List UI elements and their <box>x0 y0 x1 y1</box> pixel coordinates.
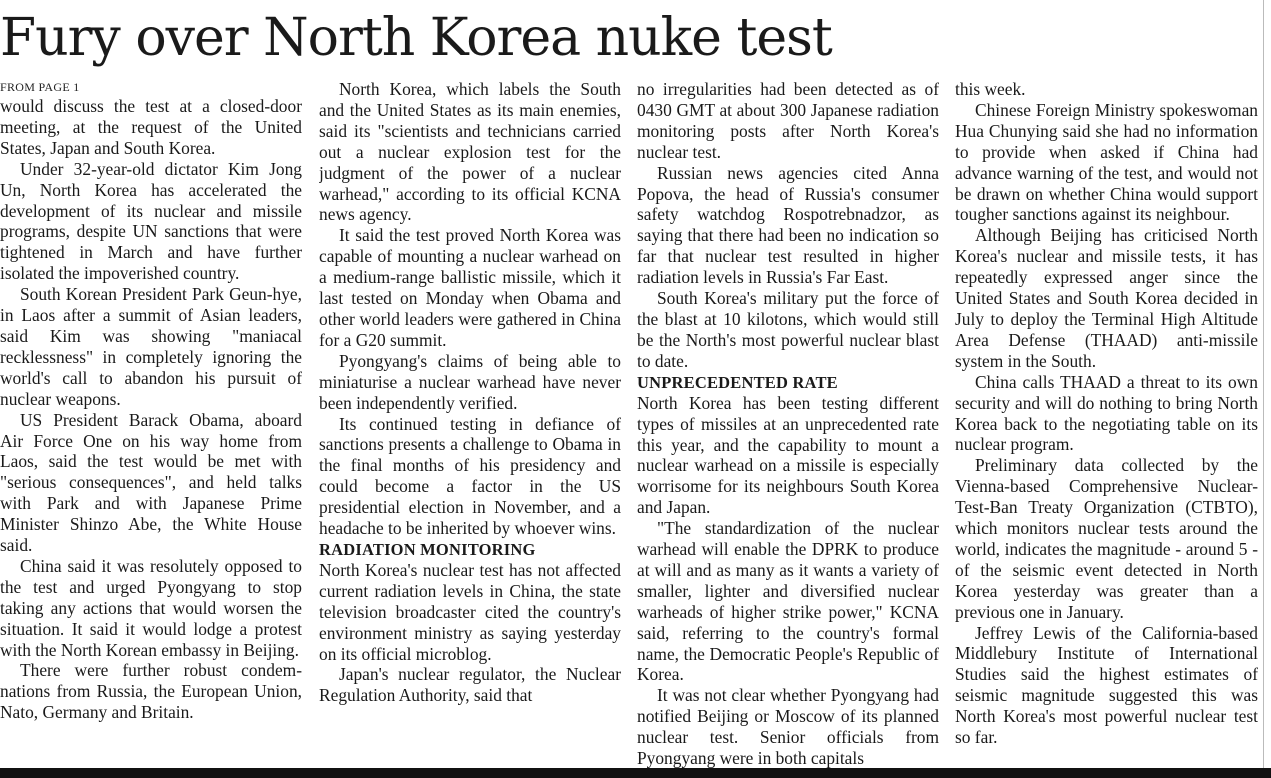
article-paragraph: South Korea's military put the force of the blast at 10 kilotons, which would still be the North's most powerful nuclear blast to date. <box>637 288 939 371</box>
article-column-4 <box>955 79 1258 769</box>
article-paragraph: US President Barack Obama, aboard Air Force One on his way home from Laos, said the test would be met with "serious consequences", and held talks with Park and with Japanese Prime Minister Shinzo Abe, the White House said. <box>0 409 302 556</box>
article-paragraph: Under 32-year-old dictator Kim Jong Un, North Korea has accelerated the development of its nuclear and missile programs, despite UN sanctions that were tightened in March and have further isolated the impoverished country. <box>0 158 302 284</box>
article-paragraph: It said the test proved North Korea was capable of mounting a nuclear warhead on a medium-range ballistic missile, which it last tested on Monday when Obama and other world leaders were gathered in China for a G20 summit. <box>319 225 621 350</box>
article-paragraph: There were further robust condemnations from Russia, the European Union, Nato, Germany and Britain. <box>0 660 302 723</box>
column-rule <box>1263 0 1264 778</box>
article-paragraph: Russian news agencies cited Anna Popova, the head of Russia's consumer safety watchdog Rospotrebnadzor, as saying that there had been no indication so far that nuclear test resulted in higher radiation levels in Russia's Far East. <box>637 162 939 288</box>
article-paragraph: Jeffrey Lewis of the California-based Middlebury Institute of International Studies said the highest estimates of seismic magnitude suggested this was North Korea's most powerful nuclear test so far. <box>955 622 1258 748</box>
article-paragraph: Its continued testing in defiance of sanctions presents a challenge to Obama in the final months of his presidency and could become a factor in the US presidential election in November, and a headache to be inherited by whoever wins. <box>319 413 621 539</box>
article-paragraph: "The standardization of the nuclear warhead will enable the DPRK to produce at will and as many as it wants a variety of smaller, lighter and diversified nuclear warheads of higher strike power," KCNA said, referring to the country's formal name, the Democratic People's Republic of Korea. <box>637 518 939 685</box>
section-subheading: RADIATION MONITORING <box>319 539 536 559</box>
article-paragraph: Preliminary data collected by the Vienna-based Comprehensive Nuclear-Test-Ban Treaty Organization (CTBTO), which monitors nuclear tests around the world, indicates the magnitude - around 5 - of the seismic event detected in North Korea yesterday was greater than a previous one in January. <box>955 455 1258 622</box>
article-paragraph: would discuss the test at a closed-door meeting, at the request of the United States, Japan and South Korea. <box>0 96 302 158</box>
article-paragraph: Although Beijing has criticised North Korea's nuclear and missile tests, it has repeatedly expressed anger since the United States and South Korea decided in July to deploy the Terminal High Altitude Area Defense (THAAD) anti-missile system in the South. <box>955 225 1258 371</box>
article-paragraph: North Korea has been testing different types of missiles at an unprecedented rate this year, and the capability to mount a nuclear warhead on a missile is especially worrisome for its neighbours South Korea and Japan. <box>637 392 939 518</box>
article-paragraph: Japan's nuclear regulator, the Nuclear Regulation Authority, said that <box>319 664 621 706</box>
article-column-1 <box>0 79 302 769</box>
article-paragraph: Pyongyang's claims of being able to miniaturise a nuclear warhead have never been independently verified. <box>319 350 621 413</box>
headline: Fury over North Korea nuke test <box>0 8 832 68</box>
article-paragraph: It was not clear whether Pyongyang had notified Beijing or Moscow of its planned nuclear test. Senior officials from Pyongyang were in both capitals <box>637 685 939 769</box>
page-bottom-border <box>0 768 1271 778</box>
article-paragraph: China calls THAAD a threat to its own security and will do nothing to bring North Korea back to the negotiating table on its nuclear program. <box>955 371 1258 455</box>
article-paragraph: Chinese Foreign Ministry spokeswoman Hua Chunying said she had no information to provide when asked if China had advance warning of the test, and would not be drawn on whether China would support tougher sanctions against its neighbour. <box>955 99 1258 225</box>
article-column-2 <box>319 79 621 769</box>
article-paragraph: North Korea's nuclear test has not affected current radiation levels in China, the state television broadcaster cited the country's environment ministry as saying yesterday on its official microblog. <box>319 559 621 664</box>
article-paragraph: this week. <box>955 79 1026 99</box>
article-paragraph: North Korea, which labels the South and the United States as its main enemies, said its "scientists and technicians carried out a nuclear explosion test for the judgment of the power of a nuclear warhead," according to its official KCNA news agency. <box>319 79 621 225</box>
section-subheading: UNPRECEDENTED RATE <box>637 372 838 392</box>
continuation-label: FROM PAGE 1 <box>0 80 80 94</box>
article-paragraph: South Korean President Park Geun-hye, in Laos after a summit of Asian leaders, said Kim was showing "maniacal recklessness" in completely ignoring the world's call to abandon his pursuit of nuclear weapons. <box>0 284 302 409</box>
article-paragraph: China said it was resolutely opposed to the test and urged Pyongyang to stop taking any actions that would worsen the situation. It said it would lodge a protest with the North Korean embassy in Beijing. <box>0 555 302 660</box>
article-column-3 <box>637 79 939 769</box>
article-paragraph: no irregularities had been detected as of 0430 GMT at about 300 Japanese radiation monitoring posts after North Korea's nuclear test. <box>637 79 939 162</box>
